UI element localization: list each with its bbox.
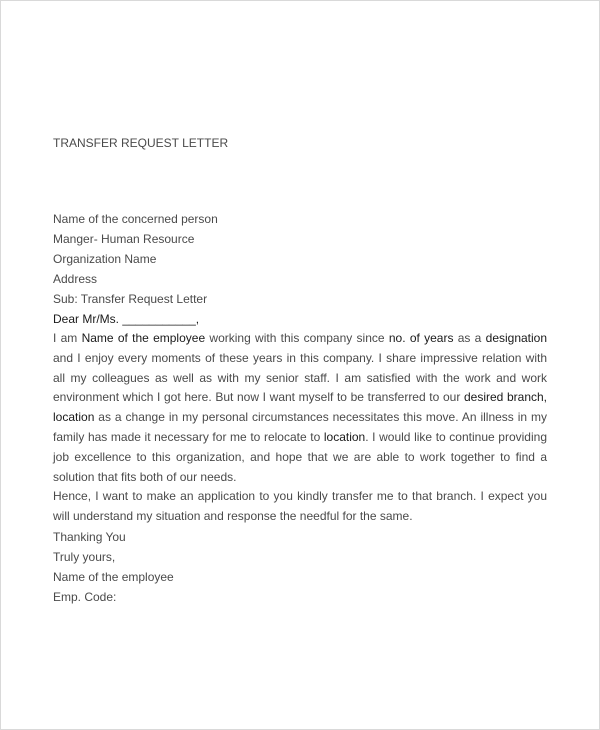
body1-text-3: as a: [453, 331, 486, 345]
body1-text-4: and I enjoy every moments of these years in this company. I share impressive relation with all my colleagues as well as with my senior staff. I am satisfied with the work and work environment which I got here. But now I want myself to be transferred to our: [53, 350, 547, 405]
field-desired-branch: desired branch, location: [53, 390, 548, 425]
body1-text-2: working with this company since: [205, 331, 389, 345]
letter-body: [53, 135, 547, 607]
salutation: Dear Mr/Ms. ___________,: [53, 312, 200, 326]
closing-employee-name: Name of the employee: [53, 569, 174, 584]
closing-signoff: Truly yours,: [53, 549, 116, 564]
recipient-name: Name of the concerned person: [53, 212, 218, 226]
field-employee-name: Name of the employee: [81, 331, 206, 345]
recipient-block: [53, 209, 547, 289]
closing-thanks: Thanking You: [53, 529, 126, 544]
body-paragraph-1: [53, 329, 547, 487]
body1-text-5: as a change in my personal circumstances necessitates this move. An illness in my family has made it necessary for me to relocate to: [53, 410, 547, 444]
field-years: no. of years: [388, 331, 454, 345]
closing-emp-code: Emp. Code:: [53, 589, 117, 604]
letter-title: TRANSFER REQUEST LETTER: [53, 136, 229, 150]
recipient-position: Manger- Human Resource: [53, 232, 195, 246]
subject-line: Sub: Transfer Request Letter: [53, 292, 208, 306]
field-location: location: [323, 429, 366, 444]
body-paragraph-2: Hence, I want to make an application to you kindly transfer me to that branch. I expect you will understand my situation and response the needful for the same.: [53, 489, 547, 524]
body1-text-1: I am: [53, 331, 82, 345]
field-designation: designation: [485, 331, 548, 345]
recipient-organization: Organization Name: [53, 252, 157, 266]
body1-text-6: . I would like to continue providing job excellence to this organization, and hope that we are able to work together to find a solution that fits both of our needs.: [53, 429, 547, 484]
recipient-address: Address: [53, 272, 98, 286]
